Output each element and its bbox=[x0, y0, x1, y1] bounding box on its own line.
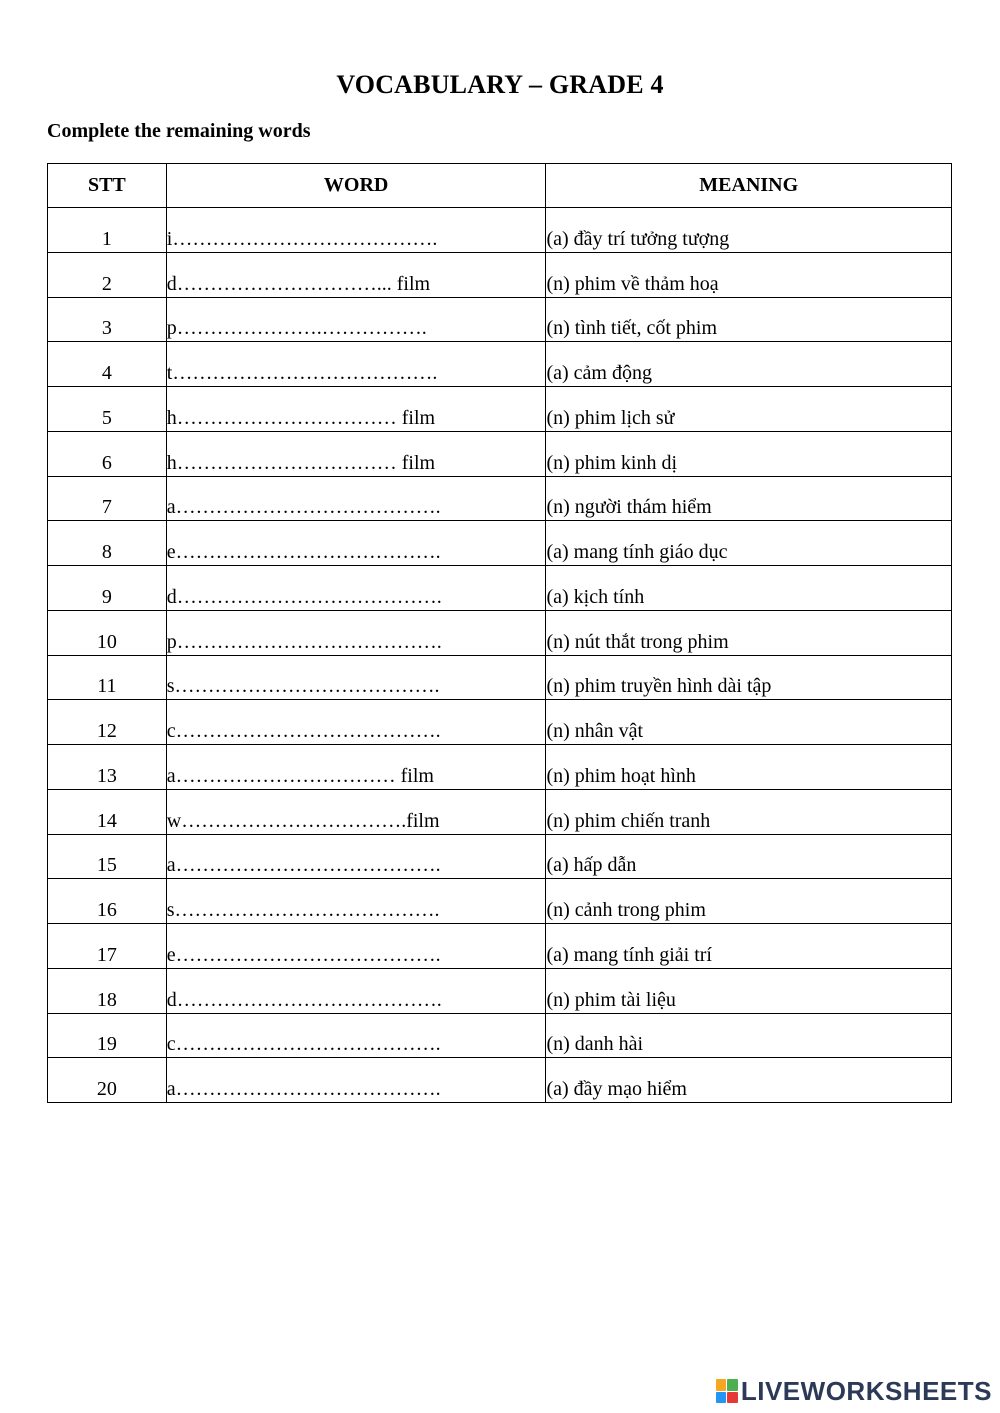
table-row bbox=[48, 431, 952, 476]
word-meaning: (n) tình tiết, cốt phim bbox=[546, 297, 952, 342]
row-number: 7 bbox=[48, 476, 167, 521]
table-row bbox=[48, 745, 952, 790]
liveworksheets-logo-icon bbox=[716, 1379, 738, 1403]
word-meaning: (n) người thám hiểm bbox=[546, 476, 952, 521]
word-blank[interactable]: s…………………………………. bbox=[166, 655, 546, 700]
row-number: 15 bbox=[48, 834, 167, 879]
word-blank[interactable]: c…………………………………. bbox=[166, 700, 546, 745]
word-blank[interactable]: d…………………………... film bbox=[166, 252, 546, 297]
word-blank[interactable]: a…………………………………. bbox=[166, 834, 546, 879]
table-row bbox=[48, 208, 952, 253]
table-row bbox=[48, 1058, 952, 1103]
row-number: 19 bbox=[48, 1013, 167, 1058]
row-number: 20 bbox=[48, 1058, 167, 1103]
row-number: 1 bbox=[48, 208, 167, 253]
vocabulary-table bbox=[47, 163, 952, 1103]
table-row bbox=[48, 789, 952, 834]
row-number: 9 bbox=[48, 566, 167, 611]
table-row bbox=[48, 968, 952, 1013]
table-row bbox=[48, 879, 952, 924]
word-meaning: (n) phim chiến tranh bbox=[546, 789, 952, 834]
word-blank[interactable]: p…………………………………. bbox=[166, 610, 546, 655]
row-number: 8 bbox=[48, 521, 167, 566]
word-blank[interactable]: t…………………………………. bbox=[166, 342, 546, 387]
word-meaning: (n) danh hài bbox=[546, 1013, 952, 1058]
header-word: WORD bbox=[166, 164, 546, 208]
word-meaning: (a) cảm động bbox=[546, 342, 952, 387]
word-blank[interactable]: e…………………………………. bbox=[166, 521, 546, 566]
logo-tile bbox=[716, 1392, 727, 1404]
row-number: 12 bbox=[48, 700, 167, 745]
liveworksheets-brand bbox=[716, 1377, 992, 1405]
word-blank[interactable]: w…………………………….film bbox=[166, 789, 546, 834]
row-number: 17 bbox=[48, 924, 167, 969]
word-meaning: (n) cảnh trong phim bbox=[546, 879, 952, 924]
row-number: 13 bbox=[48, 745, 167, 790]
table-row bbox=[48, 610, 952, 655]
word-meaning: (a) hấp dẫn bbox=[546, 834, 952, 879]
row-number: 3 bbox=[48, 297, 167, 342]
row-number: 11 bbox=[48, 655, 167, 700]
instruction-text: Complete the remaining words bbox=[47, 120, 311, 142]
row-number: 5 bbox=[48, 387, 167, 432]
logo-tile bbox=[716, 1379, 727, 1391]
word-blank[interactable]: p………………….……………. bbox=[166, 297, 546, 342]
word-meaning: (a) mang tính giải trí bbox=[546, 924, 952, 969]
table-row bbox=[48, 1013, 952, 1058]
table-row bbox=[48, 476, 952, 521]
logo-tile bbox=[727, 1392, 738, 1404]
row-number: 6 bbox=[48, 431, 167, 476]
row-number: 18 bbox=[48, 968, 167, 1013]
word-meaning: (n) phim lịch sử bbox=[546, 387, 952, 432]
table-row bbox=[48, 834, 952, 879]
table-row bbox=[48, 566, 952, 611]
word-blank[interactable]: d…………………………………. bbox=[166, 968, 546, 1013]
row-number: 14 bbox=[48, 789, 167, 834]
table-row bbox=[48, 297, 952, 342]
table-header-row bbox=[48, 164, 952, 208]
table-row bbox=[48, 342, 952, 387]
row-number: 16 bbox=[48, 879, 167, 924]
word-blank[interactable]: d…………………………………. bbox=[166, 566, 546, 611]
brand-name: LIVEWORKSHEETS bbox=[740, 1375, 992, 1406]
word-blank[interactable]: a…………………………… film bbox=[166, 745, 546, 790]
word-meaning: (n) nút thắt trong phim bbox=[546, 610, 952, 655]
row-number: 2 bbox=[48, 252, 167, 297]
word-meaning: (n) nhân vật bbox=[546, 700, 952, 745]
word-meaning: (a) đầy trí tưởng tượng bbox=[546, 208, 952, 253]
word-blank[interactable]: a…………………………………. bbox=[166, 476, 546, 521]
table-row bbox=[48, 521, 952, 566]
word-blank[interactable]: h…………………………… film bbox=[166, 387, 546, 432]
word-meaning: (n) phim kinh dị bbox=[546, 431, 952, 476]
page-title: VOCABULARY – GRADE 4 bbox=[336, 70, 664, 99]
word-meaning: (a) mang tính giáo dục bbox=[546, 521, 952, 566]
word-blank[interactable]: i…………………………………. bbox=[166, 208, 546, 253]
word-meaning: (n) phim về thảm hoạ bbox=[546, 252, 952, 297]
table-row bbox=[48, 700, 952, 745]
header-stt: STT bbox=[48, 164, 167, 208]
table-row bbox=[48, 387, 952, 432]
word-meaning: (n) phim hoạt hình bbox=[546, 745, 952, 790]
table-row bbox=[48, 924, 952, 969]
word-blank[interactable]: a…………………………………. bbox=[166, 1058, 546, 1103]
word-blank[interactable]: h…………………………… film bbox=[166, 431, 546, 476]
header-meaning: MEANING bbox=[546, 164, 952, 208]
table-body bbox=[48, 208, 952, 1103]
word-meaning: (n) phim truyền hình dài tập bbox=[546, 655, 952, 700]
word-blank[interactable]: e…………………………………. bbox=[166, 924, 546, 969]
table-row bbox=[48, 252, 952, 297]
word-blank[interactable]: s…………………………………. bbox=[166, 879, 546, 924]
word-meaning: (n) phim tài liệu bbox=[546, 968, 952, 1013]
table-row bbox=[48, 655, 952, 700]
word-meaning: (a) kịch tính bbox=[546, 566, 952, 611]
row-number: 10 bbox=[48, 610, 167, 655]
logo-tile bbox=[727, 1379, 738, 1391]
row-number: 4 bbox=[48, 342, 167, 387]
word-blank[interactable]: c…………………………………. bbox=[166, 1013, 546, 1058]
word-meaning: (a) đầy mạo hiểm bbox=[546, 1058, 952, 1103]
